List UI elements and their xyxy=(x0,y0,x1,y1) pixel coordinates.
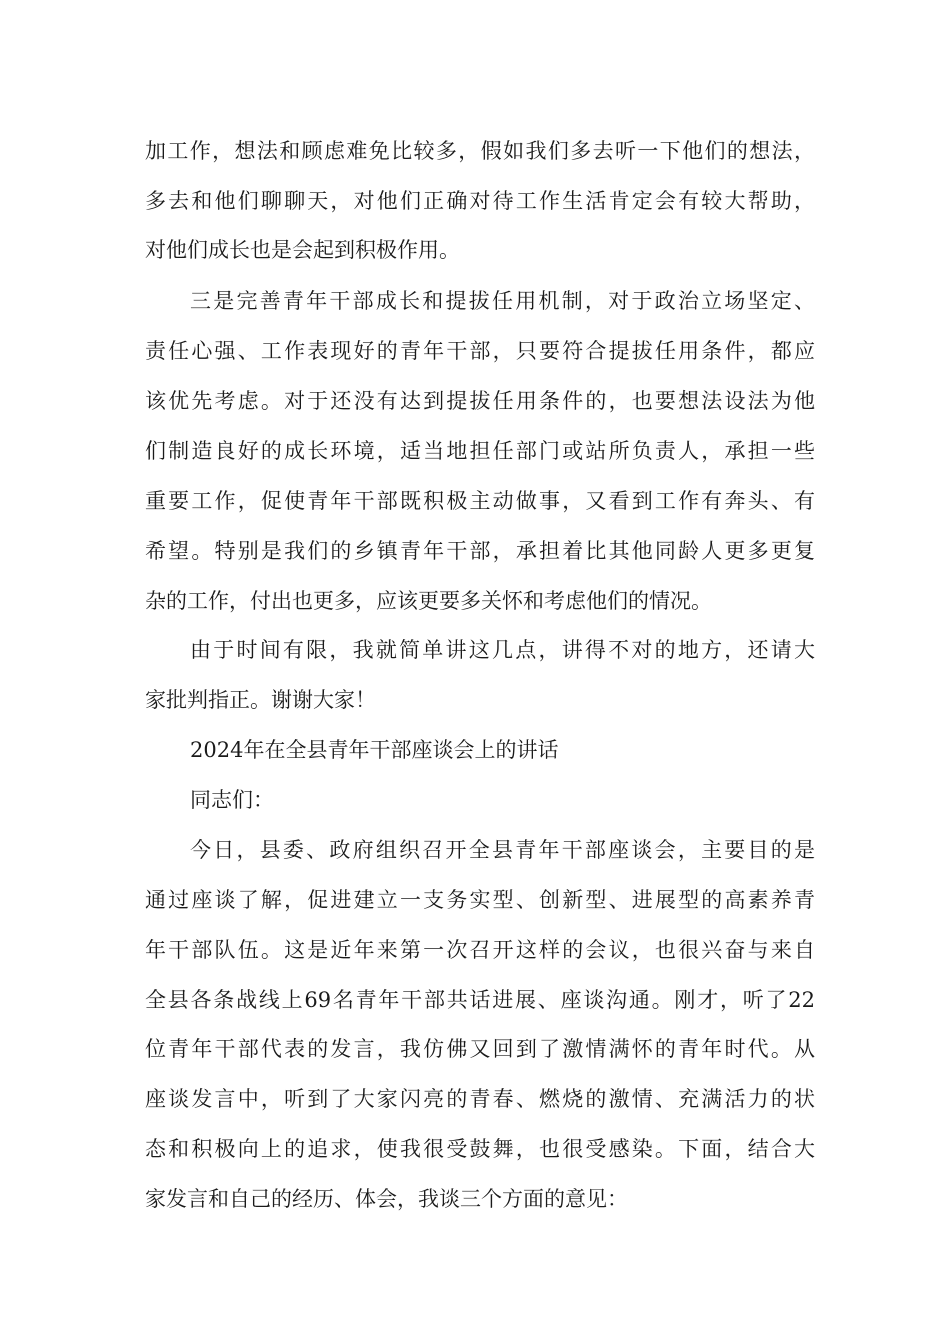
speech-title: 2024年在全县青年干部座谈会上的讲话 xyxy=(190,738,559,762)
text-line: 对他们成长也是会起到积极作用。 xyxy=(145,238,460,262)
paragraph-start-line: 今日，县委、政府组织召开全县青年干部座谈会，主要目的是 xyxy=(190,838,815,862)
text-line: 家发言和自己的经历、体会，我谈三个方面的意见： xyxy=(145,1187,628,1211)
text-line: 杂的工作，付出也更多，应该更要多关怀和考虑他们的情况。 xyxy=(145,589,712,613)
text-line: 位青年干部代表的发言，我仿佛又回到了激情满怀的青年时代。从 xyxy=(145,1037,815,1061)
text-line: 该优先考虑。对于还没有达到提拔任用条件的，也要想法设法为他 xyxy=(145,389,815,413)
text-line: 重要工作，促使青年干部既积极主动做事，又看到工作有奔头、有 xyxy=(145,489,815,513)
salutation: 同志们： xyxy=(190,788,274,812)
text-line: 希望。特别是我们的乡镇青年干部，承担着比其他同龄人更多更复 xyxy=(145,539,815,563)
text-line: 责任心强、工作表现好的青年干部，只要符合提拔任用条件，都应 xyxy=(145,339,815,363)
text-line: 加工作，想法和顾虑难免比较多，假如我们多去听一下他们的想法， xyxy=(145,139,815,163)
text-line: 座谈发言中，听到了大家闪亮的青春、燃烧的激情、充满活力的状 xyxy=(145,1087,815,1111)
text-line: 全县各条战线上69名青年干部共话进展、座谈沟通。刚才，听了22 xyxy=(145,988,815,1012)
text-line: 通过座谈了解，促进建立一支务实型、创新型、进展型的高素养青 xyxy=(145,888,815,912)
paragraph-start-line: 由于时间有限，我就简单讲这几点，讲得不对的地方，还请大 xyxy=(190,638,815,662)
text-line: 年干部队伍。这是近年来第一次召开这样的会议，也很兴奋与来自 xyxy=(145,938,815,962)
text-line: 多去和他们聊聊天，对他们正确对待工作生活肯定会有较大帮助， xyxy=(145,189,815,213)
text-line: 们制造良好的成长环境，适当地担任部门或站所负责人，承担一些 xyxy=(145,439,815,463)
text-line: 家批判指正。谢谢大家！ xyxy=(145,688,376,712)
text-line: 态和积极向上的追求，使我很受鼓舞，也很受感染。下面，结合大 xyxy=(145,1137,815,1161)
paragraph-start-line: 三是完善青年干部成长和提拔任用机制，对于政治立场坚定、 xyxy=(190,289,815,313)
